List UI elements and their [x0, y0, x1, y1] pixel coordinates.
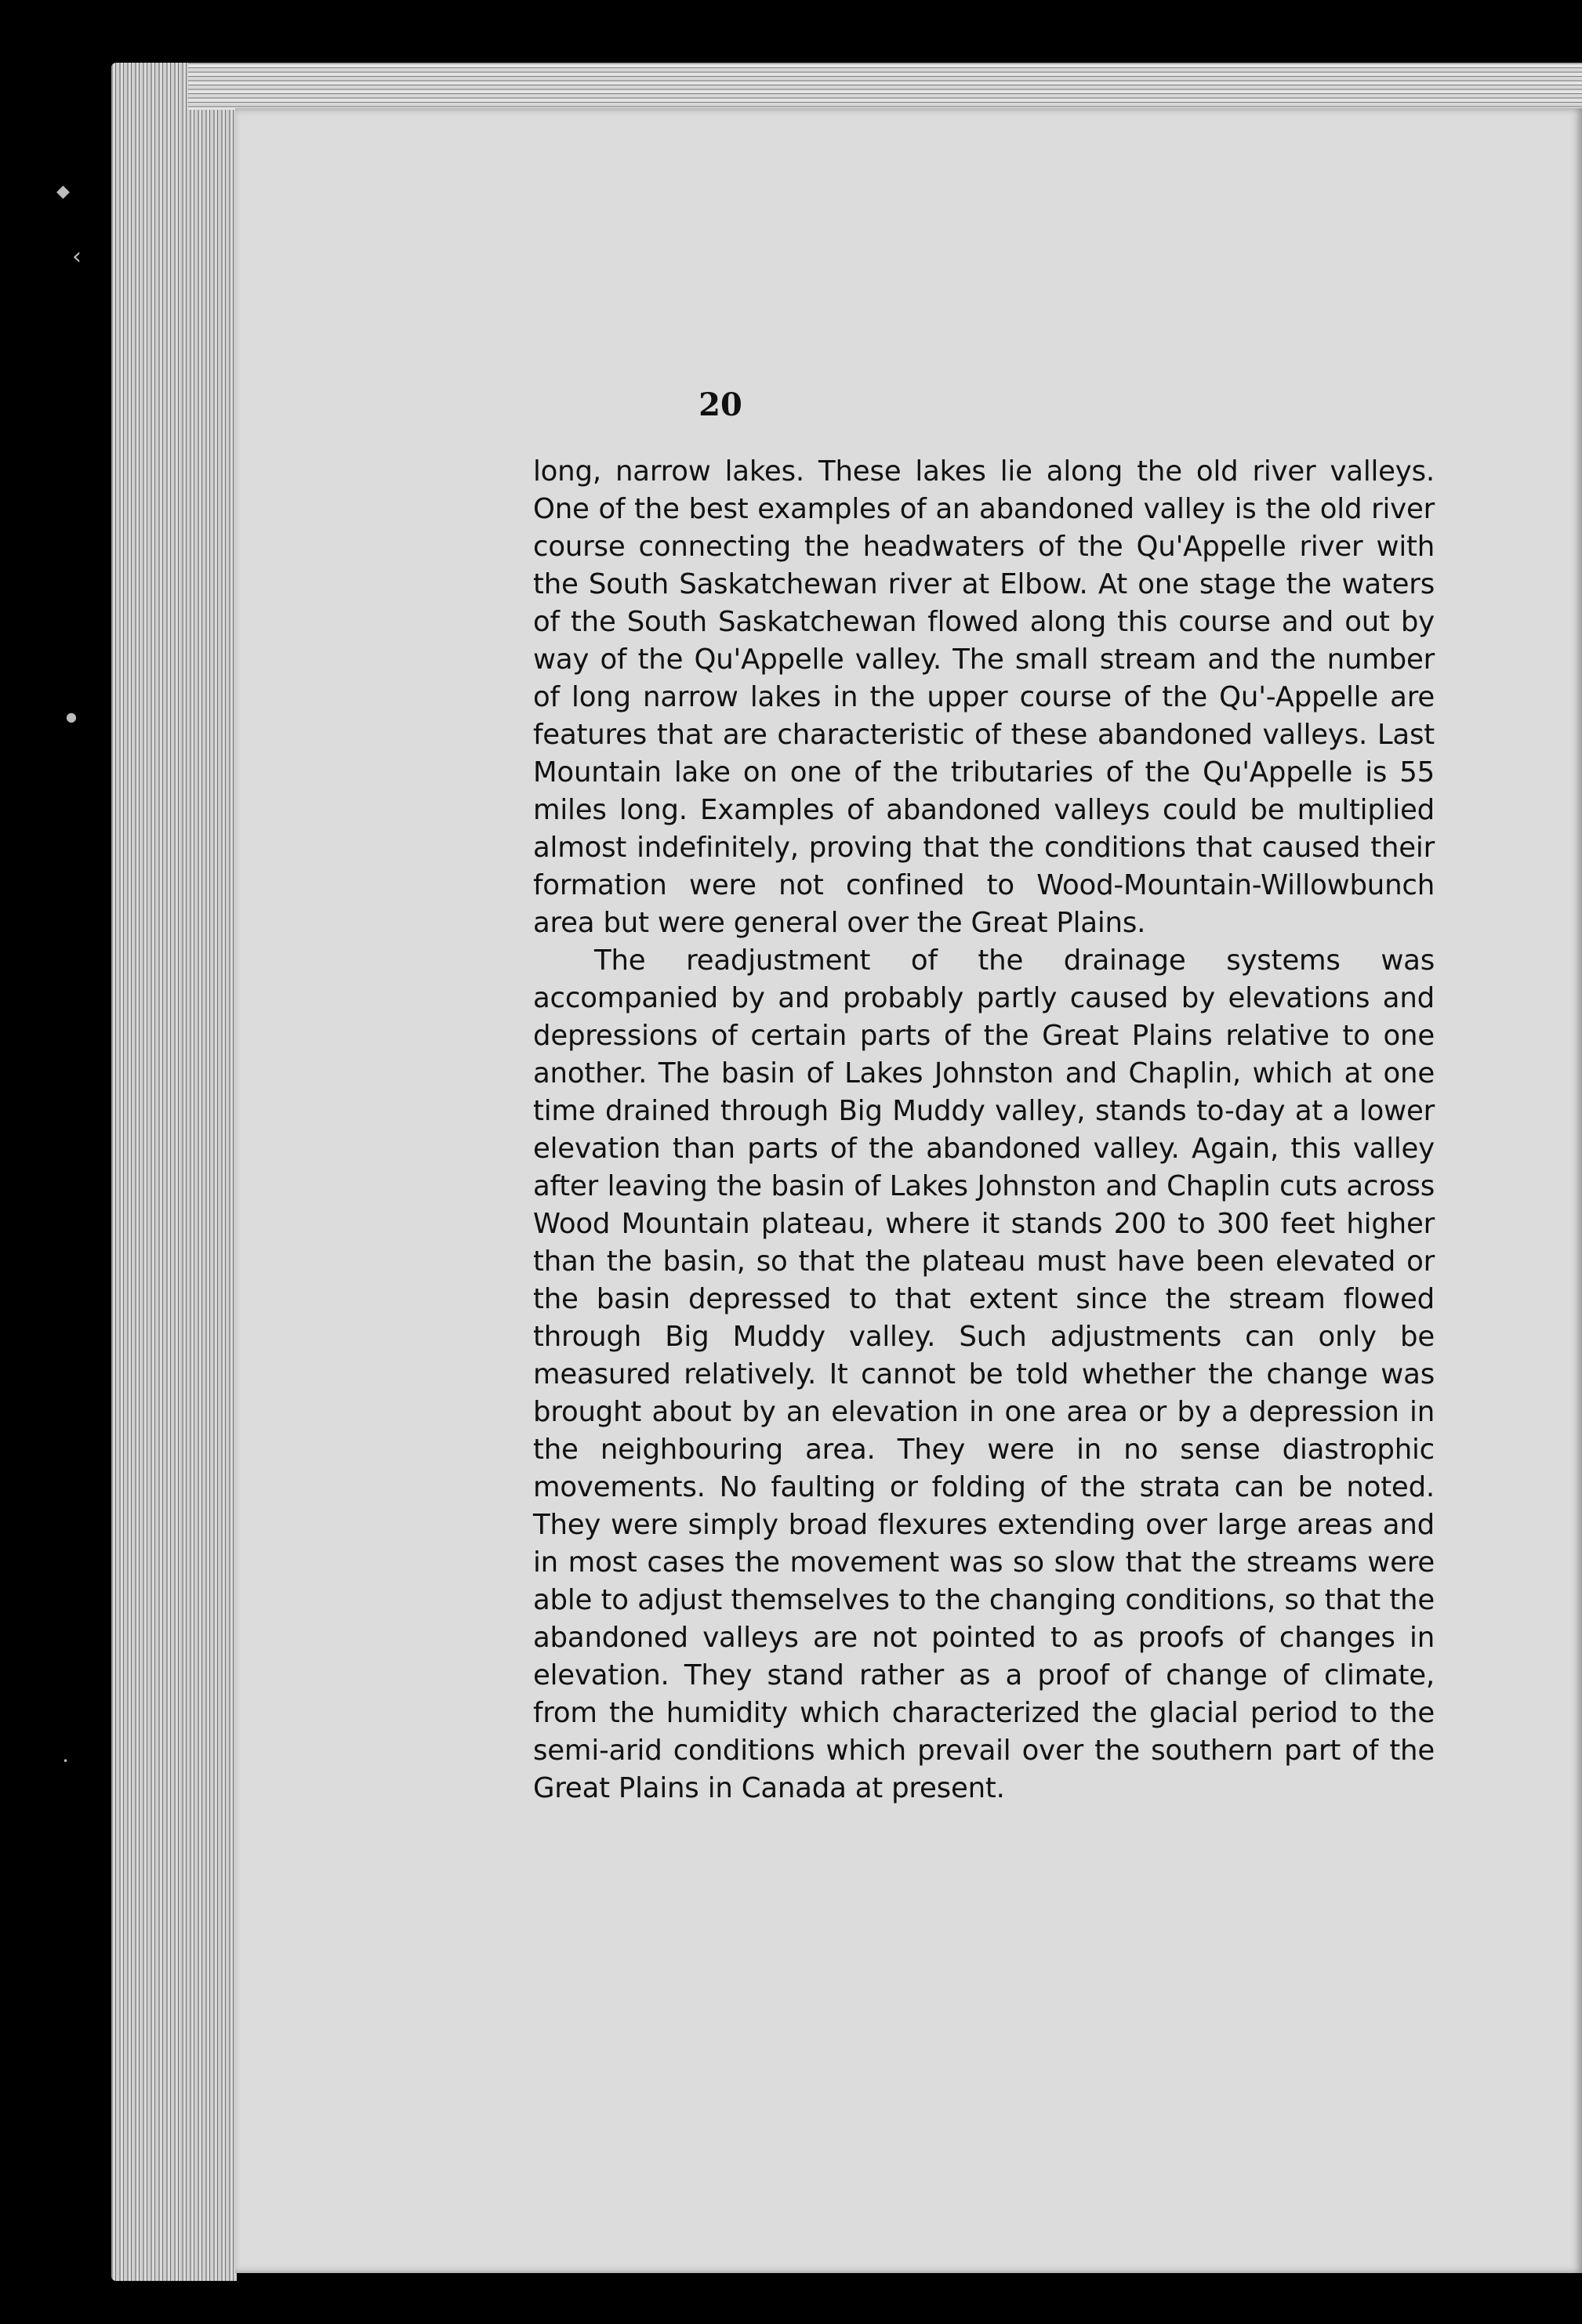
- paragraph-2: The readjustment of the drainage systems was accompanied by and probably partly caused by elevations and depressions of certain parts of the Great Plains relative to one another. The basin of Lakes Johnston and Chaplin, which at one time drained through Big Muddy valley, stands to-day at a lower elevation than parts of the abandoned valley. Again, this valley after leaving the basin of Lakes Johnston and Chaplin cuts across Wood Mountain plateau, where it stands 200 to 300 feet higher than the basin, so that the plateau must have been elevated or the basin depressed to that extent since the stream flowed through Big Muddy valley. Such adjustments can only be measured relatively. It cannot be told whether the change was brought about by an elevation in one area or by a depression in the neighbouring area. They were in no sense diastrophic movements. No faulting or folding of the strata can be noted. They were simply broad flexures extending over large areas and in most cases the movement was so slow that the streams were able to adjust themselves to the changing conditions, so that the abandoned valleys are not pointed to as proofs of changes in elevation. They stand rather as a proof of change of climate, from the humidity which characterized the glacial period to the semi-arid conditions which prevail over the southern part of the Great Plains in Canada at present.: [533, 944, 1435, 1804]
- scan-speck: ●: [66, 709, 77, 724]
- scan-speck: ◆: [56, 182, 70, 201]
- body-text: [533, 453, 1435, 1807]
- page-number: 20: [698, 386, 742, 423]
- paragraph-1: long, narrow lakes. These lakes lie along the old river valleys. One of the best examples of an abandoned valley is the old river course connecting the headwaters of the Qu'Appelle river with the South Saskatchewan river at Elbow. At one stage the waters of the South Saskatchewan flowed along this course and out by way of the Qu'Appelle valley. The small stream and the number of long narrow lakes in the upper course of the Qu'-Appelle are features that are characteristic of these abandoned valleys. Last Mountain lake on one of the tributaries of the Qu'Appelle is 55 miles long. Examples of abandoned valleys could be multiplied almost indefinitely, proving that the conditions that caused their formation were not confined to Wood-Mountain-Willowbunch area but were general over the Great Plains.: [533, 455, 1435, 939]
- document-page: [235, 108, 1582, 2273]
- stacked-page-edges-top: [188, 63, 1582, 110]
- scan-speck: ‹: [72, 243, 82, 270]
- scan-speck: •: [63, 1756, 69, 1767]
